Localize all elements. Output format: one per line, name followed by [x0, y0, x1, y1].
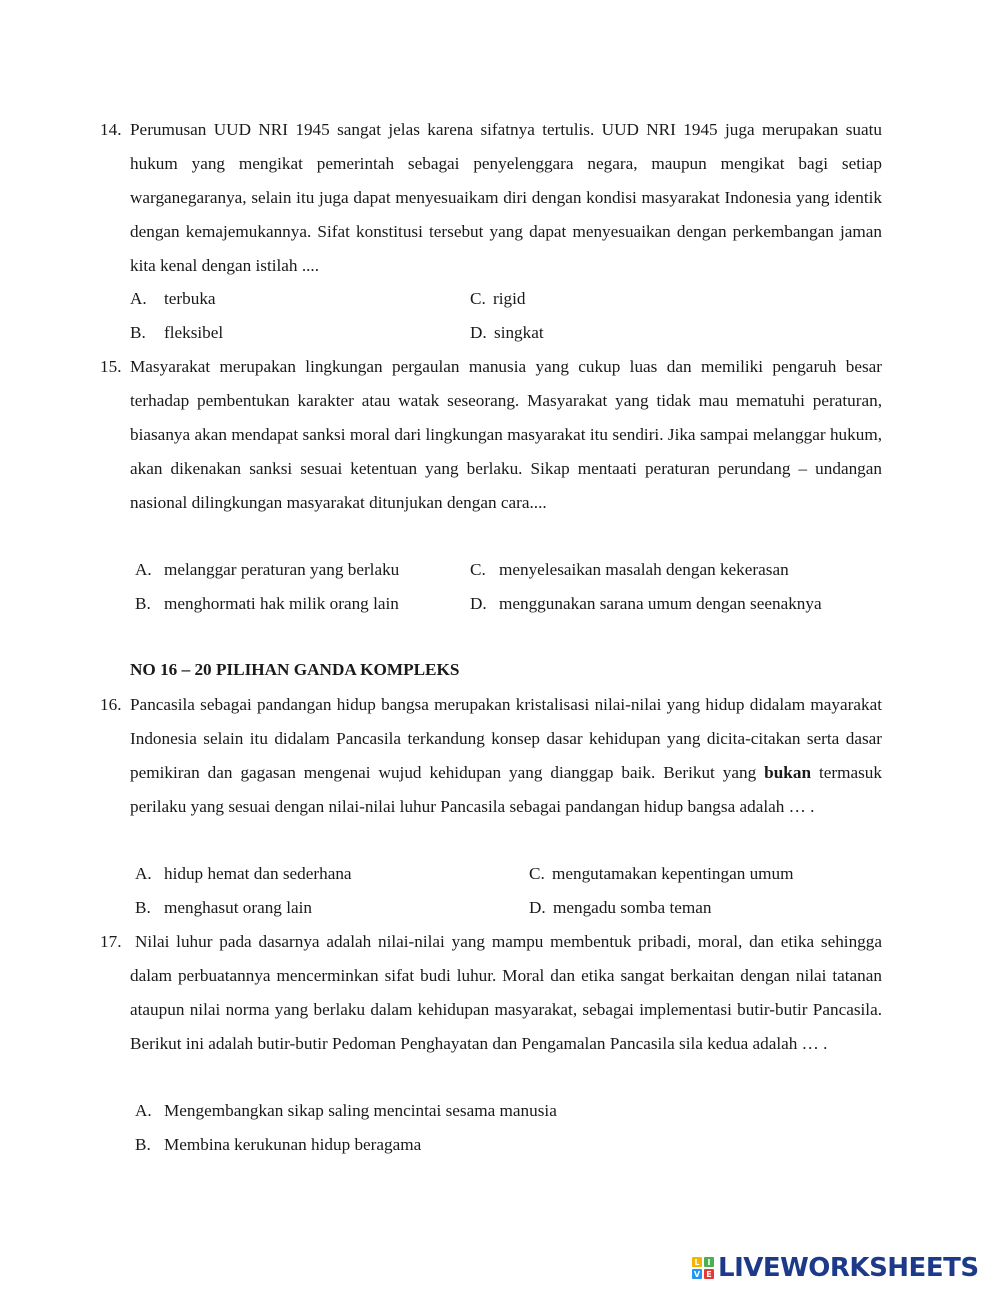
- option-a[interactable]: [135, 1094, 557, 1128]
- option-label: C.: [529, 864, 545, 883]
- option-b[interactable]: [135, 891, 312, 925]
- option-text: menggunakan sarana umum dengan seenaknya: [499, 594, 822, 613]
- question-15: [100, 350, 882, 520]
- option-text: menghormati hak milik orang lain: [164, 594, 399, 613]
- option-text: Mengembangkan sikap saling mencintai sesama manusia: [164, 1101, 557, 1120]
- option-text: mengadu somba teman: [553, 898, 712, 917]
- logo-tile: V: [693, 1269, 701, 1279]
- question-14: [100, 113, 882, 283]
- option-c[interactable]: [470, 553, 789, 587]
- question-16: [100, 688, 882, 824]
- option-label: A.: [135, 1101, 152, 1120]
- option-a[interactable]: [135, 553, 399, 587]
- option-label: D.: [529, 898, 546, 917]
- question-number: 17.: [100, 932, 122, 951]
- logo-tile: I: [704, 1257, 714, 1267]
- logo-icon: [692, 1257, 714, 1279]
- section-heading: NO 16 – 20 PILIHAN GANDA KOMPLEKS: [130, 660, 460, 679]
- option-text: melanggar peraturan yang berlaku: [164, 560, 400, 579]
- question-text-part: Pancasila sebagai pandangan hidup bangsa merupakan kristalisasi nilai-nilai yang hidup didalam mayarakat Indonesia selain itu didalam Pancasila terkandung konsep dasar kehidupan yang dicita-citakan serta dasar pemikiran dan gagasan mengenai wujud kehidupan yang dianggap baik. Berikut yang: [130, 695, 882, 782]
- question-text: Perumusan UUD NRI 1945 sangat jelas karena sifatnya tertulis. UUD NRI 1945 juga merupakan suatu hukum yang mengikat pemerintah sebagai penyelenggara negara, maupun mengikat bagi setiap warganegaranya, selain itu juga dapat menyesuaikam diri dengan kondisi masyarakat Indonesia yang identik dengan kemajemukannya. Sifat konstitusi tersebut yang dapat menyesuaikan dengan perkembangan jaman kita kenal dengan istilah ....: [130, 120, 882, 275]
- question-17: [100, 925, 882, 1061]
- option-text: mengutamakan kepentingan umum: [552, 864, 794, 883]
- option-label: B.: [130, 323, 146, 342]
- option-c[interactable]: [470, 282, 525, 316]
- option-label: B.: [135, 898, 151, 917]
- question-text: Masyarakat merupakan lingkungan pergaulan manusia yang cukup luas dan memiliki pengaruh besar terhadap pembentukan karakter atau watak seseorang. Masyarakat yang tidak mau mematuhi peraturan, biasanya akan mendapat sanksi moral dari lingkungan masyarakat itu sendiri. Jika sampai melanggar hukum, akan dikenakan sanksi sesuai ketentuan yang berlaku. Sikap mentaati peraturan perundang – undangan nasional dilingkungan masyarakat ditunjukan dengan cara....: [130, 357, 882, 512]
- option-a[interactable]: [135, 857, 352, 891]
- option-text: Membina kerukunan hidup beragama: [164, 1135, 422, 1154]
- option-label: A.: [135, 560, 152, 579]
- logo-tile: L: [692, 1257, 702, 1267]
- option-c[interactable]: [529, 857, 794, 891]
- option-text: hidup hemat dan sederhana: [164, 864, 352, 883]
- question-number: 15.: [100, 357, 122, 376]
- option-text: singkat: [494, 323, 544, 342]
- option-label: C.: [470, 560, 486, 579]
- option-text: terbuka: [164, 289, 216, 308]
- option-text: menghasut orang lain: [164, 898, 312, 917]
- option-text: menyelesaikan masalah dengan kekerasan: [499, 560, 789, 579]
- question-text: Nilai luhur pada dasarnya adalah nilai-nilai yang mampu membentuk pribadi, moral, dan etika sehingga dalam perbuatannya mencerminkan sifat budi luhur. Moral dan etika sangat berkaitan dengan nilai tatanan ataupun nilai norma yang berlaku dalam kehidupan masyarakat, sebagai implementasi butir-butir Pancasila. Berikut ini adalah butir-butir Pedoman Penghayatan dan Pengamalan Pancasila sila kedua adalah … .: [130, 932, 882, 1053]
- option-label: D.: [470, 323, 487, 342]
- option-label: C.: [470, 289, 486, 308]
- option-label: B.: [135, 594, 151, 613]
- question-number: 14.: [100, 120, 122, 139]
- option-b[interactable]: [135, 587, 399, 621]
- option-d[interactable]: [470, 587, 822, 621]
- logo-tile: E: [704, 1269, 714, 1279]
- question-text: [130, 688, 882, 824]
- question-number: 16.: [100, 695, 122, 714]
- option-d[interactable]: [470, 316, 544, 350]
- logo-text: LIVEWORKSHEETS: [718, 1253, 979, 1283]
- option-text: rigid: [493, 289, 526, 308]
- option-label: D.: [470, 594, 487, 613]
- option-b[interactable]: [130, 316, 223, 350]
- option-text: fleksibel: [164, 323, 224, 342]
- option-a[interactable]: [130, 282, 216, 316]
- option-d[interactable]: [529, 891, 711, 925]
- option-label: A.: [135, 864, 152, 883]
- option-label: B.: [135, 1135, 151, 1154]
- option-b[interactable]: [135, 1128, 421, 1162]
- question-text-part: termasuk perilaku yang sesuai dengan nilai-nilai luhur Pancasila sebagai pandangan hidup bangsa adalah … .: [130, 763, 882, 816]
- emphasis-word: bukan: [764, 763, 812, 782]
- option-label: A.: [130, 289, 147, 308]
- liveworksheets-logo[interactable]: [692, 1252, 979, 1284]
